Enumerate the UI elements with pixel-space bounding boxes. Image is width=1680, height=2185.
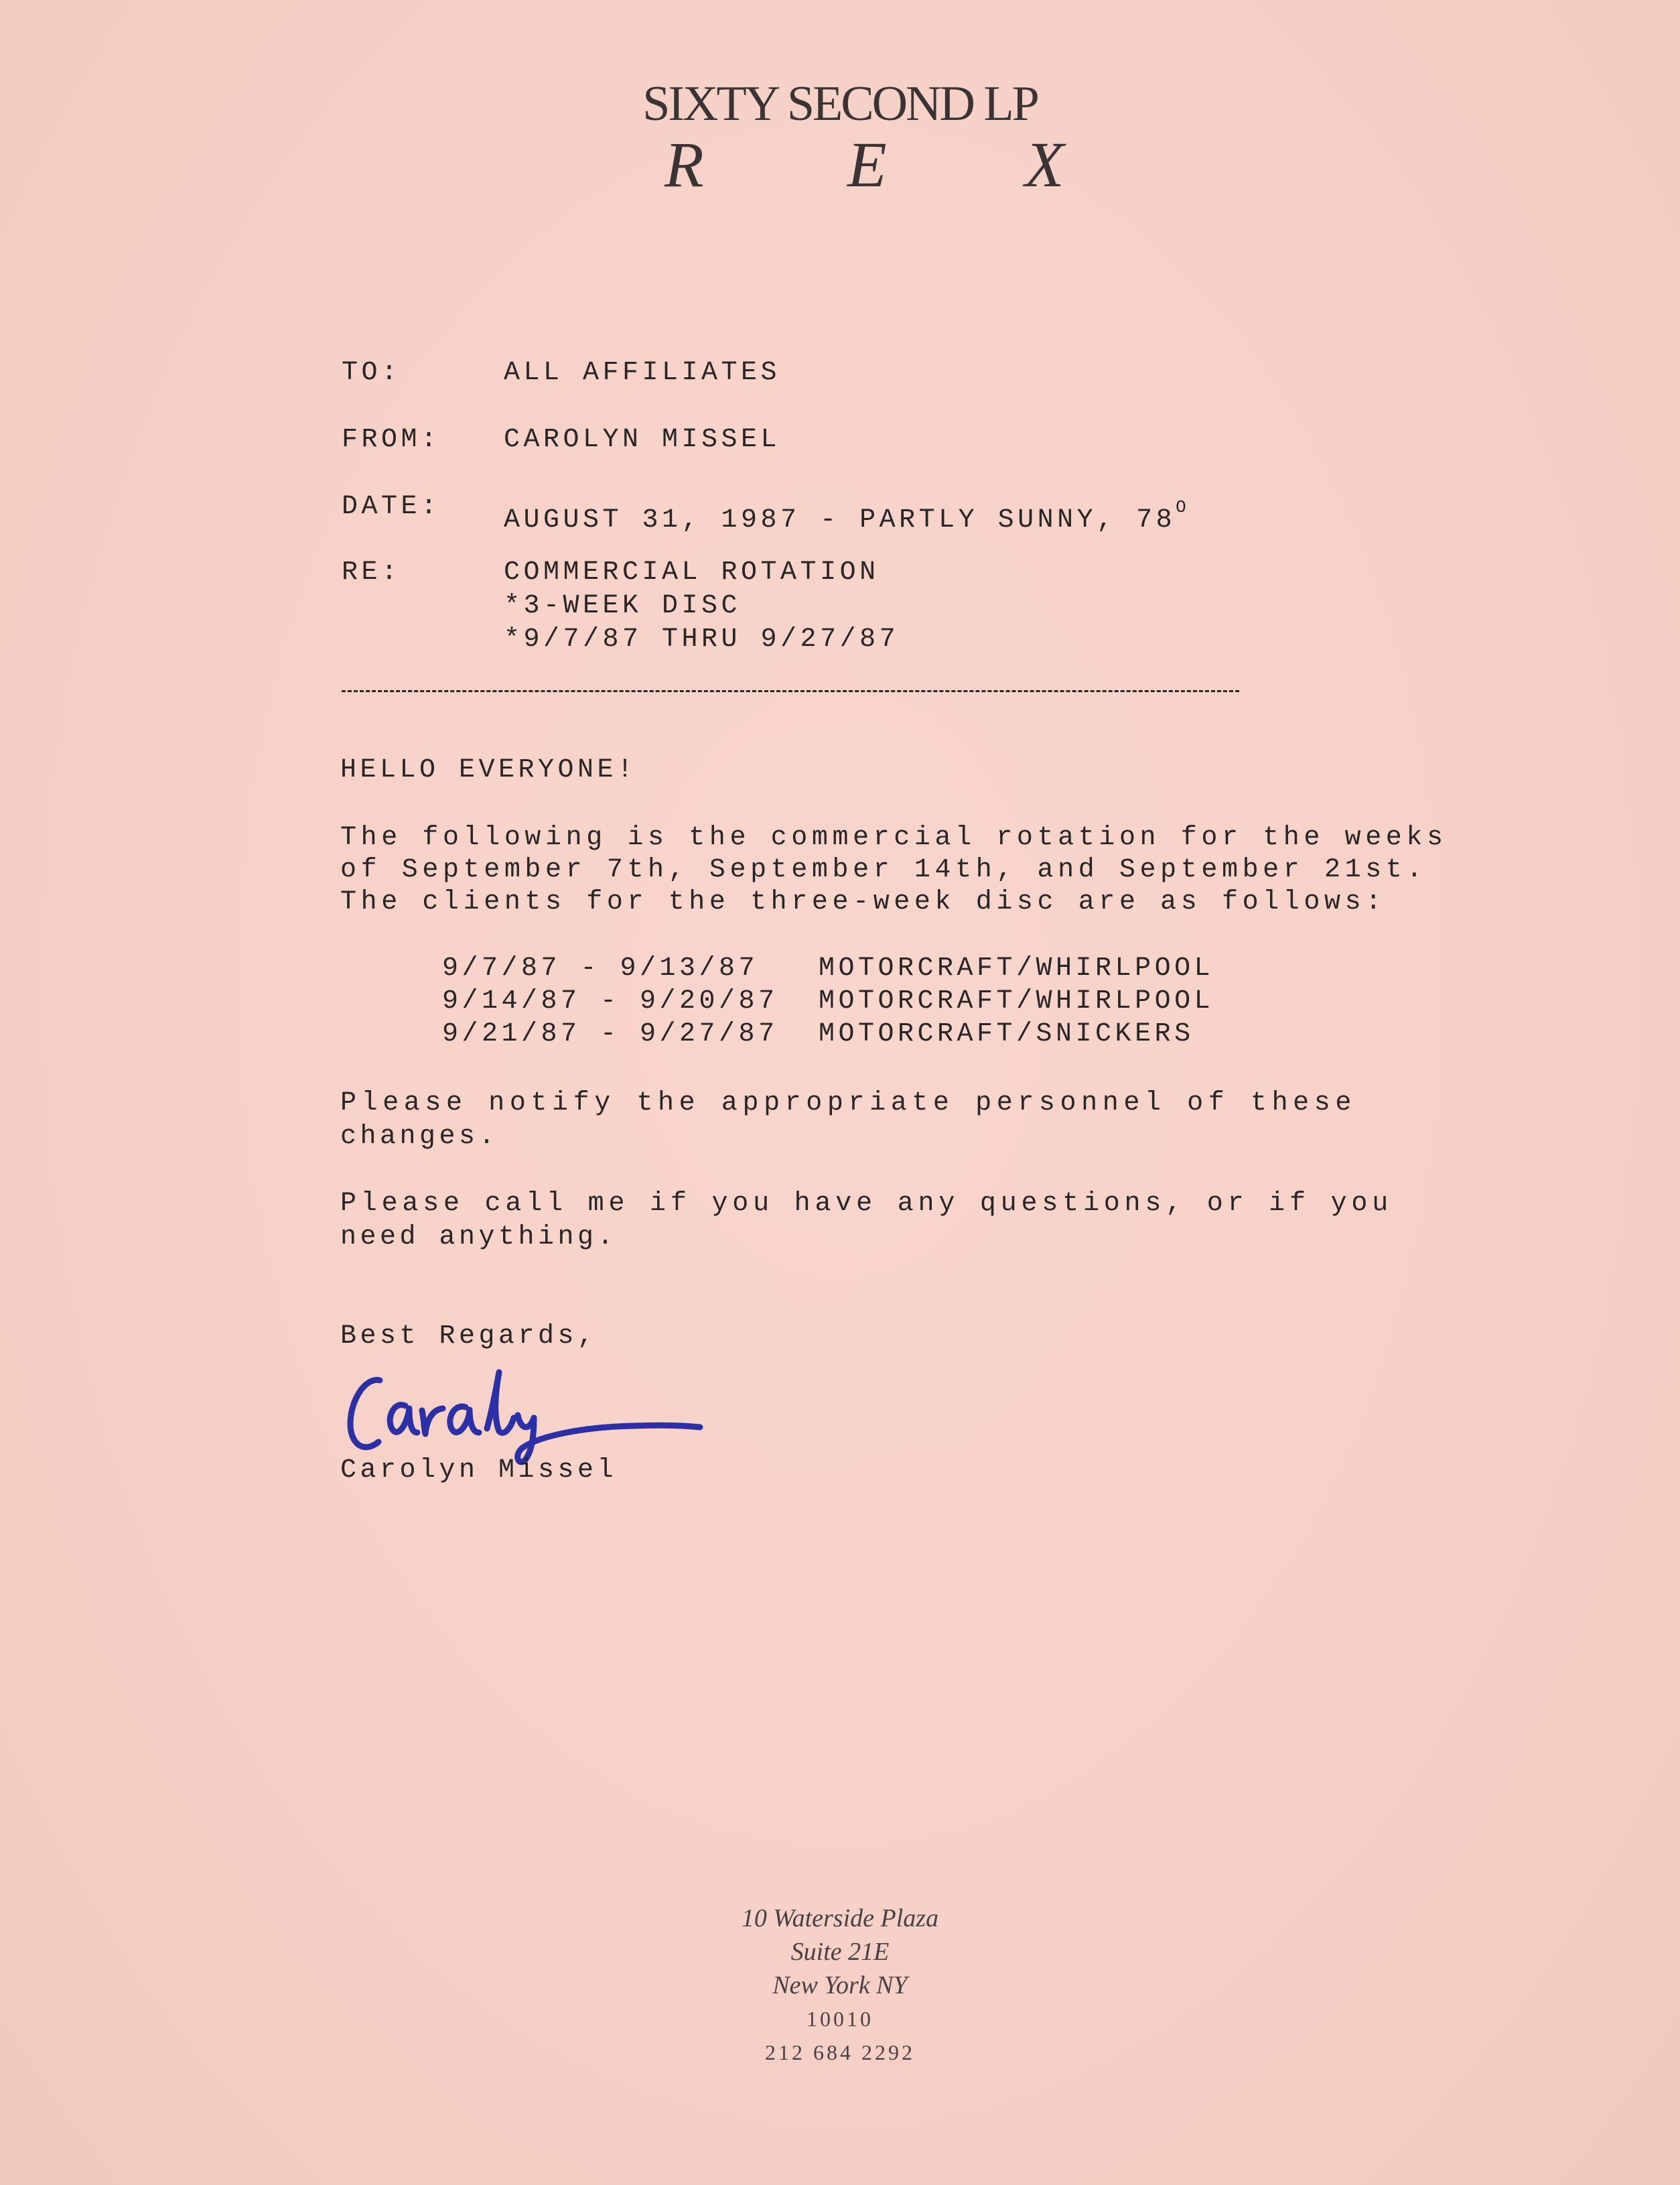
signer-name: Carolyn Missel bbox=[340, 1455, 618, 1485]
schedule-clients: MOTORCRAFT/SNICKERS bbox=[819, 1019, 1194, 1049]
schedule-dates: 9/7/87 - 9/13/87 bbox=[442, 953, 759, 984]
letterhead-letter-r: R bbox=[664, 129, 704, 200]
memo-date-value bbox=[504, 490, 1186, 537]
paragraph-line: changes. bbox=[340, 1122, 499, 1152]
letterhead-letter-x: X bbox=[1025, 129, 1064, 200]
address-street: 10 Waterside Plaza bbox=[741, 1904, 939, 1932]
closing: Best Regards, bbox=[340, 1321, 598, 1351]
memo-from-label: FROM: bbox=[342, 425, 441, 455]
dashed-divider bbox=[342, 690, 1239, 692]
memo-re-line-1: COMMERCIAL ROTATION bbox=[504, 557, 880, 588]
address-zip: 10010 bbox=[807, 2007, 873, 2031]
letterhead-rex bbox=[0, 129, 1680, 206]
memo-date-label: DATE: bbox=[342, 492, 441, 522]
address-city: New York NY bbox=[772, 1971, 908, 1999]
schedule-clients: MOTORCRAFT/WHIRLPOOL bbox=[819, 953, 1214, 984]
handwritten-signature bbox=[338, 1353, 740, 1467]
address-phone: 212 684 2292 bbox=[765, 2040, 915, 2064]
schedule-clients: MOTORCRAFT/WHIRLPOOL bbox=[819, 986, 1214, 1016]
memo-to-label: TO: bbox=[342, 358, 401, 388]
address-suite: Suite 21E bbox=[790, 1938, 890, 1966]
schedule-dates: 9/21/87 - 9/27/87 bbox=[442, 1019, 778, 1049]
paragraph-line: of September 7th, September 14th, and September 21st. bbox=[340, 855, 1427, 885]
paragraph-line: The clients for the three-week disc are as follows: bbox=[340, 887, 1386, 917]
schedule-dates: 9/14/87 - 9/20/87 bbox=[442, 986, 778, 1016]
memo-to-value: ALL AFFILIATES bbox=[504, 358, 781, 388]
letterhead-footer-address bbox=[0, 1902, 1680, 2069]
paragraph-line: need anything. bbox=[340, 1222, 618, 1252]
memo-date-text: AUGUST 31, 1987 - PARTLY SUNNY, 78 bbox=[504, 505, 1176, 535]
memo-re-line-3: *9/7/87 THRU 9/27/87 bbox=[504, 624, 900, 655]
letterhead-letter-e: E bbox=[847, 129, 887, 200]
letterhead-company: SIXTY SECOND LP bbox=[642, 76, 1038, 131]
memo-re-label: RE: bbox=[342, 557, 401, 588]
degree-mark: O bbox=[1176, 497, 1186, 517]
memo-re-line-2: *3-WEEK DISC bbox=[504, 591, 742, 621]
paragraph-line: Please notify the appropriate personnel of these bbox=[340, 1088, 1356, 1118]
paragraph-line: The following is the commercial rotation for the weeks bbox=[340, 823, 1448, 853]
greeting: HELLO EVERYONE! bbox=[340, 755, 637, 785]
paragraph-line: Please call me if you have any questions, or if you bbox=[340, 1189, 1393, 1219]
memo-from-value: CAROLYN MISSEL bbox=[504, 425, 781, 455]
letterhead bbox=[0, 76, 1680, 200]
